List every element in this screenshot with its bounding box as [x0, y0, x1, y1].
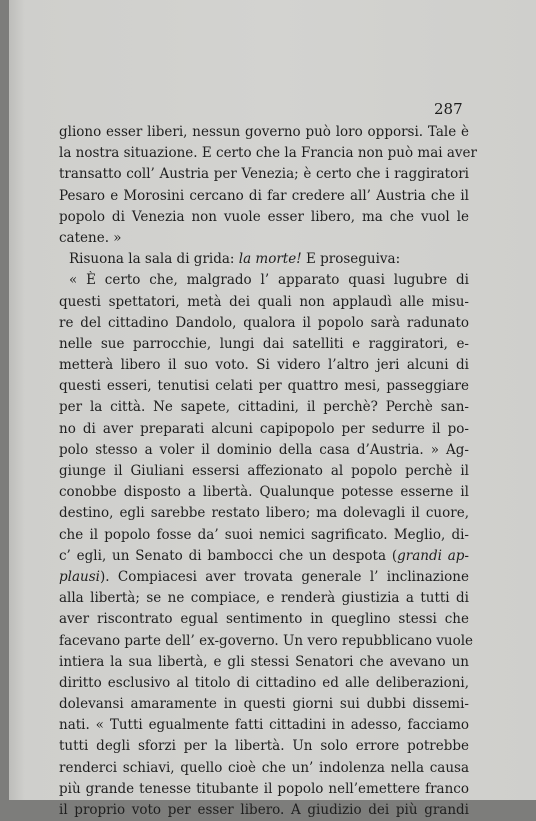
line-text: nelle sue parrocchie, lungi dai satelliti e raggiratori, e- — [59, 335, 469, 352]
text-line — [59, 525, 469, 546]
text-line — [59, 546, 469, 567]
text-line — [59, 588, 469, 609]
line-text: giunge il Giuliani essersi affezionato al popolo perchè il — [59, 463, 469, 479]
line-text: metterà libero il suo voto. Si videro l’altro jeri alcuni di — [59, 357, 469, 374]
line-text: Pesaro e Morosini cercano di far credere all’ Austria che il — [59, 187, 469, 204]
line-text: intiera la sua libertà, e gli stessi Senatori che avevano un — [59, 653, 469, 670]
text-line — [59, 334, 469, 355]
text-line — [59, 270, 469, 291]
page-number: 287 — [434, 100, 463, 118]
line-text: polo stesso a voler il dominio della casa d’Austria. » Ag- — [59, 441, 469, 458]
text-line — [59, 567, 469, 588]
text-line — [59, 440, 469, 461]
text-line — [59, 609, 469, 630]
text-line — [59, 228, 469, 249]
text-line — [59, 736, 469, 757]
line-text: popolo di Venezia non vuole esser libero, ma che vuol le — [59, 208, 469, 225]
line-text: la nostra situazione. E certo che la Francia non può mai aver — [59, 145, 477, 162]
line-text: renderci schiavi, quello cioè che un’ indolenza nella causa — [59, 759, 469, 776]
line-text: tutti degli sforzi per la libertà. Un solo errore potrebbe — [59, 738, 469, 755]
line-text: questi esseri, tenutisi celati per quattro mesi, passeggiare — [59, 378, 469, 395]
text-line — [59, 164, 469, 185]
line-text: transatto coll’ Austria per Venezia; è certo che i raggiratori — [59, 166, 469, 183]
text-line — [59, 419, 469, 440]
text-line — [59, 631, 474, 652]
line-text: « È certo che, malgrado l’ apparato quasi lugubre di — [69, 272, 469, 289]
line-text: per la città. Ne sapete, cittadini, il perchè? Perchè san- — [59, 399, 469, 416]
text-line — [59, 292, 469, 313]
text-line — [59, 313, 469, 334]
text-line — [59, 186, 469, 207]
text-line — [59, 652, 469, 673]
text-line — [59, 482, 469, 503]
text-line — [59, 207, 469, 228]
text-line — [59, 249, 469, 270]
line-text: dolevansi amaramente in questi giorni sui dubbi dissemi- — [59, 696, 469, 713]
line-text: catene. » — [59, 229, 122, 246]
line-text: no di aver preparati alcuni capipopolo per sedurre il po- — [59, 420, 469, 437]
line-text: alla libertà; se ne compiace, e renderà giustizia a tutti di — [59, 590, 469, 607]
line-text: c’ egli, un Senato di bambocci che un despota ( — [59, 547, 398, 564]
line-text: questi spettatori, metà dei quali non applaudì alle misu- — [59, 293, 469, 310]
text-line — [59, 800, 469, 821]
text-line — [59, 122, 469, 143]
line-text: gliono esser liberi, nessun governo può loro opporsi. Tale è — [59, 124, 469, 140]
book-page — [9, 0, 536, 818]
text-line — [59, 715, 469, 736]
text-line — [59, 355, 469, 376]
line-text: conobbe disposto a libertà. Qualunque potesse esserne il — [59, 484, 469, 501]
line-text: re del cittadino Dandolo, qualora il popolo sarà radunato — [59, 314, 469, 331]
text-line — [59, 397, 469, 418]
line-text: più grande tenesse titubante il popolo nell’emettere franco — [59, 780, 469, 797]
line-text: nati. « Tutti egualmente fatti cittadini in adesso, facciamo — [59, 717, 469, 734]
italic-text: grandi ap- — [397, 547, 469, 564]
line-text: destino, egli sarebbe restato libero; ma dolevagli il cuore, — [59, 505, 469, 522]
italic-text: la morte! — [238, 251, 302, 268]
line-text: il proprio voto per esser libero. A giudizio dei più grandi — [59, 802, 469, 818]
line-text: Risuona la sala di grida: — [69, 251, 239, 268]
line-text: diritto esclusivo al titolo di cittadino ed alle deliberazioni, — [59, 674, 469, 691]
line-text: facevano parte dell’ ex-governo. Un vero repubblicano vuole — [59, 632, 474, 649]
text-line — [59, 758, 469, 779]
body-text — [59, 122, 477, 821]
text-line — [59, 503, 469, 524]
text-line — [59, 779, 469, 800]
line-text: E proseguiva: — [301, 251, 401, 268]
line-text: aver riscontrato egual sentimento in queglino stessi che — [59, 611, 469, 628]
line-text: ). Compiacesi aver trovata generale l’ inclinazione — [99, 568, 469, 585]
text-line — [59, 694, 469, 715]
italic-text: plausi — [59, 568, 100, 585]
text-line — [59, 461, 469, 482]
text-line — [59, 143, 477, 164]
text-line — [59, 673, 469, 694]
line-text: che il popolo fosse da’ suoi nemici sagrificato. Meglio, di- — [59, 526, 469, 543]
text-line — [59, 376, 469, 397]
